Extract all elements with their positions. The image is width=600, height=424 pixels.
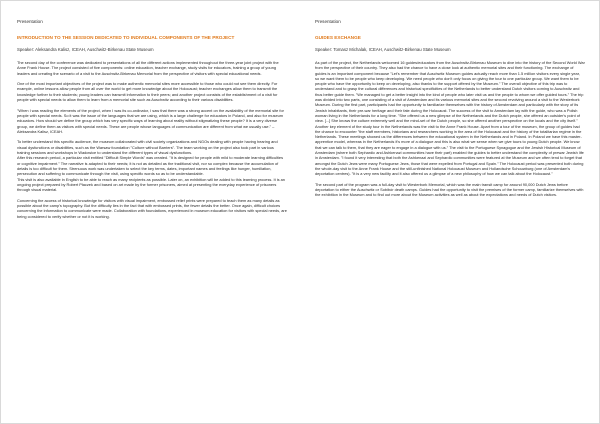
body-paragraph: One of the most important objectives of the project was to make authentic memorial sites more accessible to those who could not see them directly. For example, online lessons allow people from all over the world to get more knowledge about the Holocaust; teacher exchanges allow them to transmit the knowledge further to their students; young leaders can transmit information to their peers; and another project consists of the establishment of a visit for people with special needs to allow them to learn from a memorial site such as Auschwitz according to their various disabilities. bbox=[17, 81, 278, 103]
body-paragraph: The second day of the conference was dedicated to presentations of all the different actions implemented throughout the three-year joint project with the Anne Frank House. The project consisted of five components: online education, teacher exchange, study visits for educators, training a group of young leaders and creating the scenario of a visit to the Auschwitz-Birkenau Memorial from the perspective of visitors with special educational needs. bbox=[17, 60, 279, 76]
right-column bbox=[315, 19, 585, 203]
body-paragraph: This visit is also available in English to be able to reach as many recipients as possible. Later on, an exhibition will be added to this learning process. It is an ongoing project prepared by Robert Płaczek and based on art made by the former prisoners, aimed at presenting the everyday experience of prisoners through visual material. bbox=[17, 176, 285, 193]
body-paragraph: "When I was reading the elements of the project, when I was its co-ordinator, I saw that there was a strong accent on the availability of the memorial site for people with special needs. So it was the issue of the languages that we are using, which is a large challenge for educators in Poland, and also for museum educators. How should we define the group which has very specific ways of learning about reality without stigmatizing these people? It is a very diverse group, we define them as visitors with special needs. These are people whose languages of communication are different from what we usually use." – Aleksandra Kalisz, ICEAH. bbox=[17, 107, 284, 134]
section-label: Presentation bbox=[315, 19, 341, 24]
left-column bbox=[17, 19, 287, 224]
speaker-line: Speaker: Aleksandra Kalisz, ICEAH, Auschwitz-Birkenau State Museum bbox=[17, 47, 154, 52]
section-heading: GUIDES EXCHANGE bbox=[315, 35, 361, 40]
body-paragraph: As part of the project, the Netherlands welcomed 16 guides/educators from the Auschwitz-Birkenau Museum to dive into the history of the Second World War from the perspective of their country. They also had the chance to have a close look at authentic memorial sites and their functioning. The exchange of guides is an important component because "Let's remember that Auschwitz Museum guides actually reach more than 1.5 million visitors every single year, so we want them to be people who keep developing. We need people who don't only focus on giving the tour to one particular group. We want them to be people who have the opportunity to keep on developing, also thanks to the support offered by the Museum." The overall objective of this trip was to understand and to grasp the cultural differences and historical specificities of the Netherlands to better understand Dutch visitors coming to Auschwitz and thus better guide them. "We managed to get a better insight into the kind of people who later visit us and the people to whom we offer guided tours." The trip was divided into two parts, one consisting of a visit of Amsterdam and its various memorial sites and the second revolving around a visit to the Westerbork Museum. During the first part, participants had the opportunity to familiarize themselves with the history of Amsterdam and particularly with the story of its Jewish inhabitants, their pre-war heritage and their fate during the Holocaust. The success of the visit to Amsterdam lay with the guide, who was a Polish woman living in the Netherlands for a long time. "She offered us a new glimpse of the Netherlands and the Dutch people, she offered an outsider's point of view. [...] She knows the culture extremely well and the mind-set of the Dutch people, so she offered another perspective on the locals and the city itself." Another key element of the study tour in the Netherlands was the visit to the Anne Frank House. Apart from a tour of the museum, the group of guides had the chance to encounter "the staff members, historians and researchers working in the area of the Holocaust and the history of the totalitarian regime in the Netherlands. These meetings showed us the differences between the educational system in the Netherlands and in Poland. In Poland we have this master-apprentice model, whereas in the Netherlands it's more of a dialogue and this is also what we sense when we give tours to young Dutch people. We know that we can talk to them, that they are eager to engage in a dialogue with us." The visit to the Portuguese Synagogue and the Jewish Historical Museum of Amsterdam (where both Sephardic and Ashkenazi communities have their part) enabled the guides to better understand the complexity of prewar Jewish life in Amsterdam. "I found it very interesting that both the Ashkenazi and Sephardic communities were featured at the Museum and we often tend to forget that amongst the Dutch Jews were many Portuguese Jews, those that were expelled from Portugal and Spain." The Holocaust period was presented both during the whole-day visit to the Anne Frank House and the still-unfinished National Holocaust Museum and Hollandsche Schouwburg (one of Amsterdam's deportation centres). "It is a very new facility and it also offered us a glimpse of a new philosophy of how we can talk about the Holocaust." bbox=[315, 60, 585, 177]
section-label: Presentation bbox=[17, 19, 43, 24]
section-heading: INTRODUCTION TO THE SESSION DEDICATED TO INDIVIDUAL COMPONENTS OF THE PROJECT bbox=[17, 35, 235, 40]
body-paragraph: Concerning the access of historical knowledge for visitors with visual impairment, embossed relief prints were prepared to teach them as many details as possible about the camp's topography. But the difficulty lies in the fact that with embossed prints, the fewer details the better. Once again, difficult choices concerning the information to communicate were made. Collaboration with foundations, experienced in museum education for visitors with special needs, are being considered to verify whether or not it is working. bbox=[17, 197, 287, 219]
speaker-line: Speaker: Tomasz Michalak, ICEAH, Auschwitz-Birkenau State Museum bbox=[315, 47, 451, 52]
body-paragraph: The second part of the program was a full-day visit to Westerbork Memorial, which was the main transit camp for around 90,000 Dutch Jews before deportation to either the Auschwitz or Sobibór death camps. Guides had the opportunity to visit the premises of the former camp, familiarize themselves with the exhibition in the Museum and to find out more about the Museum activities as well as about the expectations and needs of Dutch visitors. bbox=[315, 181, 584, 198]
body-paragraph: After this research period, a particular visit entitled "Difficult Simple Words" was created. "It is designed for people with mild to moderate learning difficulties or cognitive impairment." The narrative is adapted to their needs; it is not as detailed as the traditional visit, nor so complex because the accumulation of details is too difficult for them. Strenuous work was undertaken to select the key terms, dates, important names and feelings like hunger, humiliation, persecution and suffering to communicate through the visit, using specific words so as to be understandable. bbox=[17, 155, 284, 177]
body-paragraph: To better understand this specific audience, the museum collaborated with civil society organizations and NGOs dealing with people having hearing and visual dysfunctions or disabilities, such as the Warsaw foundation "Culture without Barriers". The team working on the project also took part in various training sessions and workshops in Wadowice to understand the different types of visual dysfunctions. bbox=[17, 139, 278, 156]
